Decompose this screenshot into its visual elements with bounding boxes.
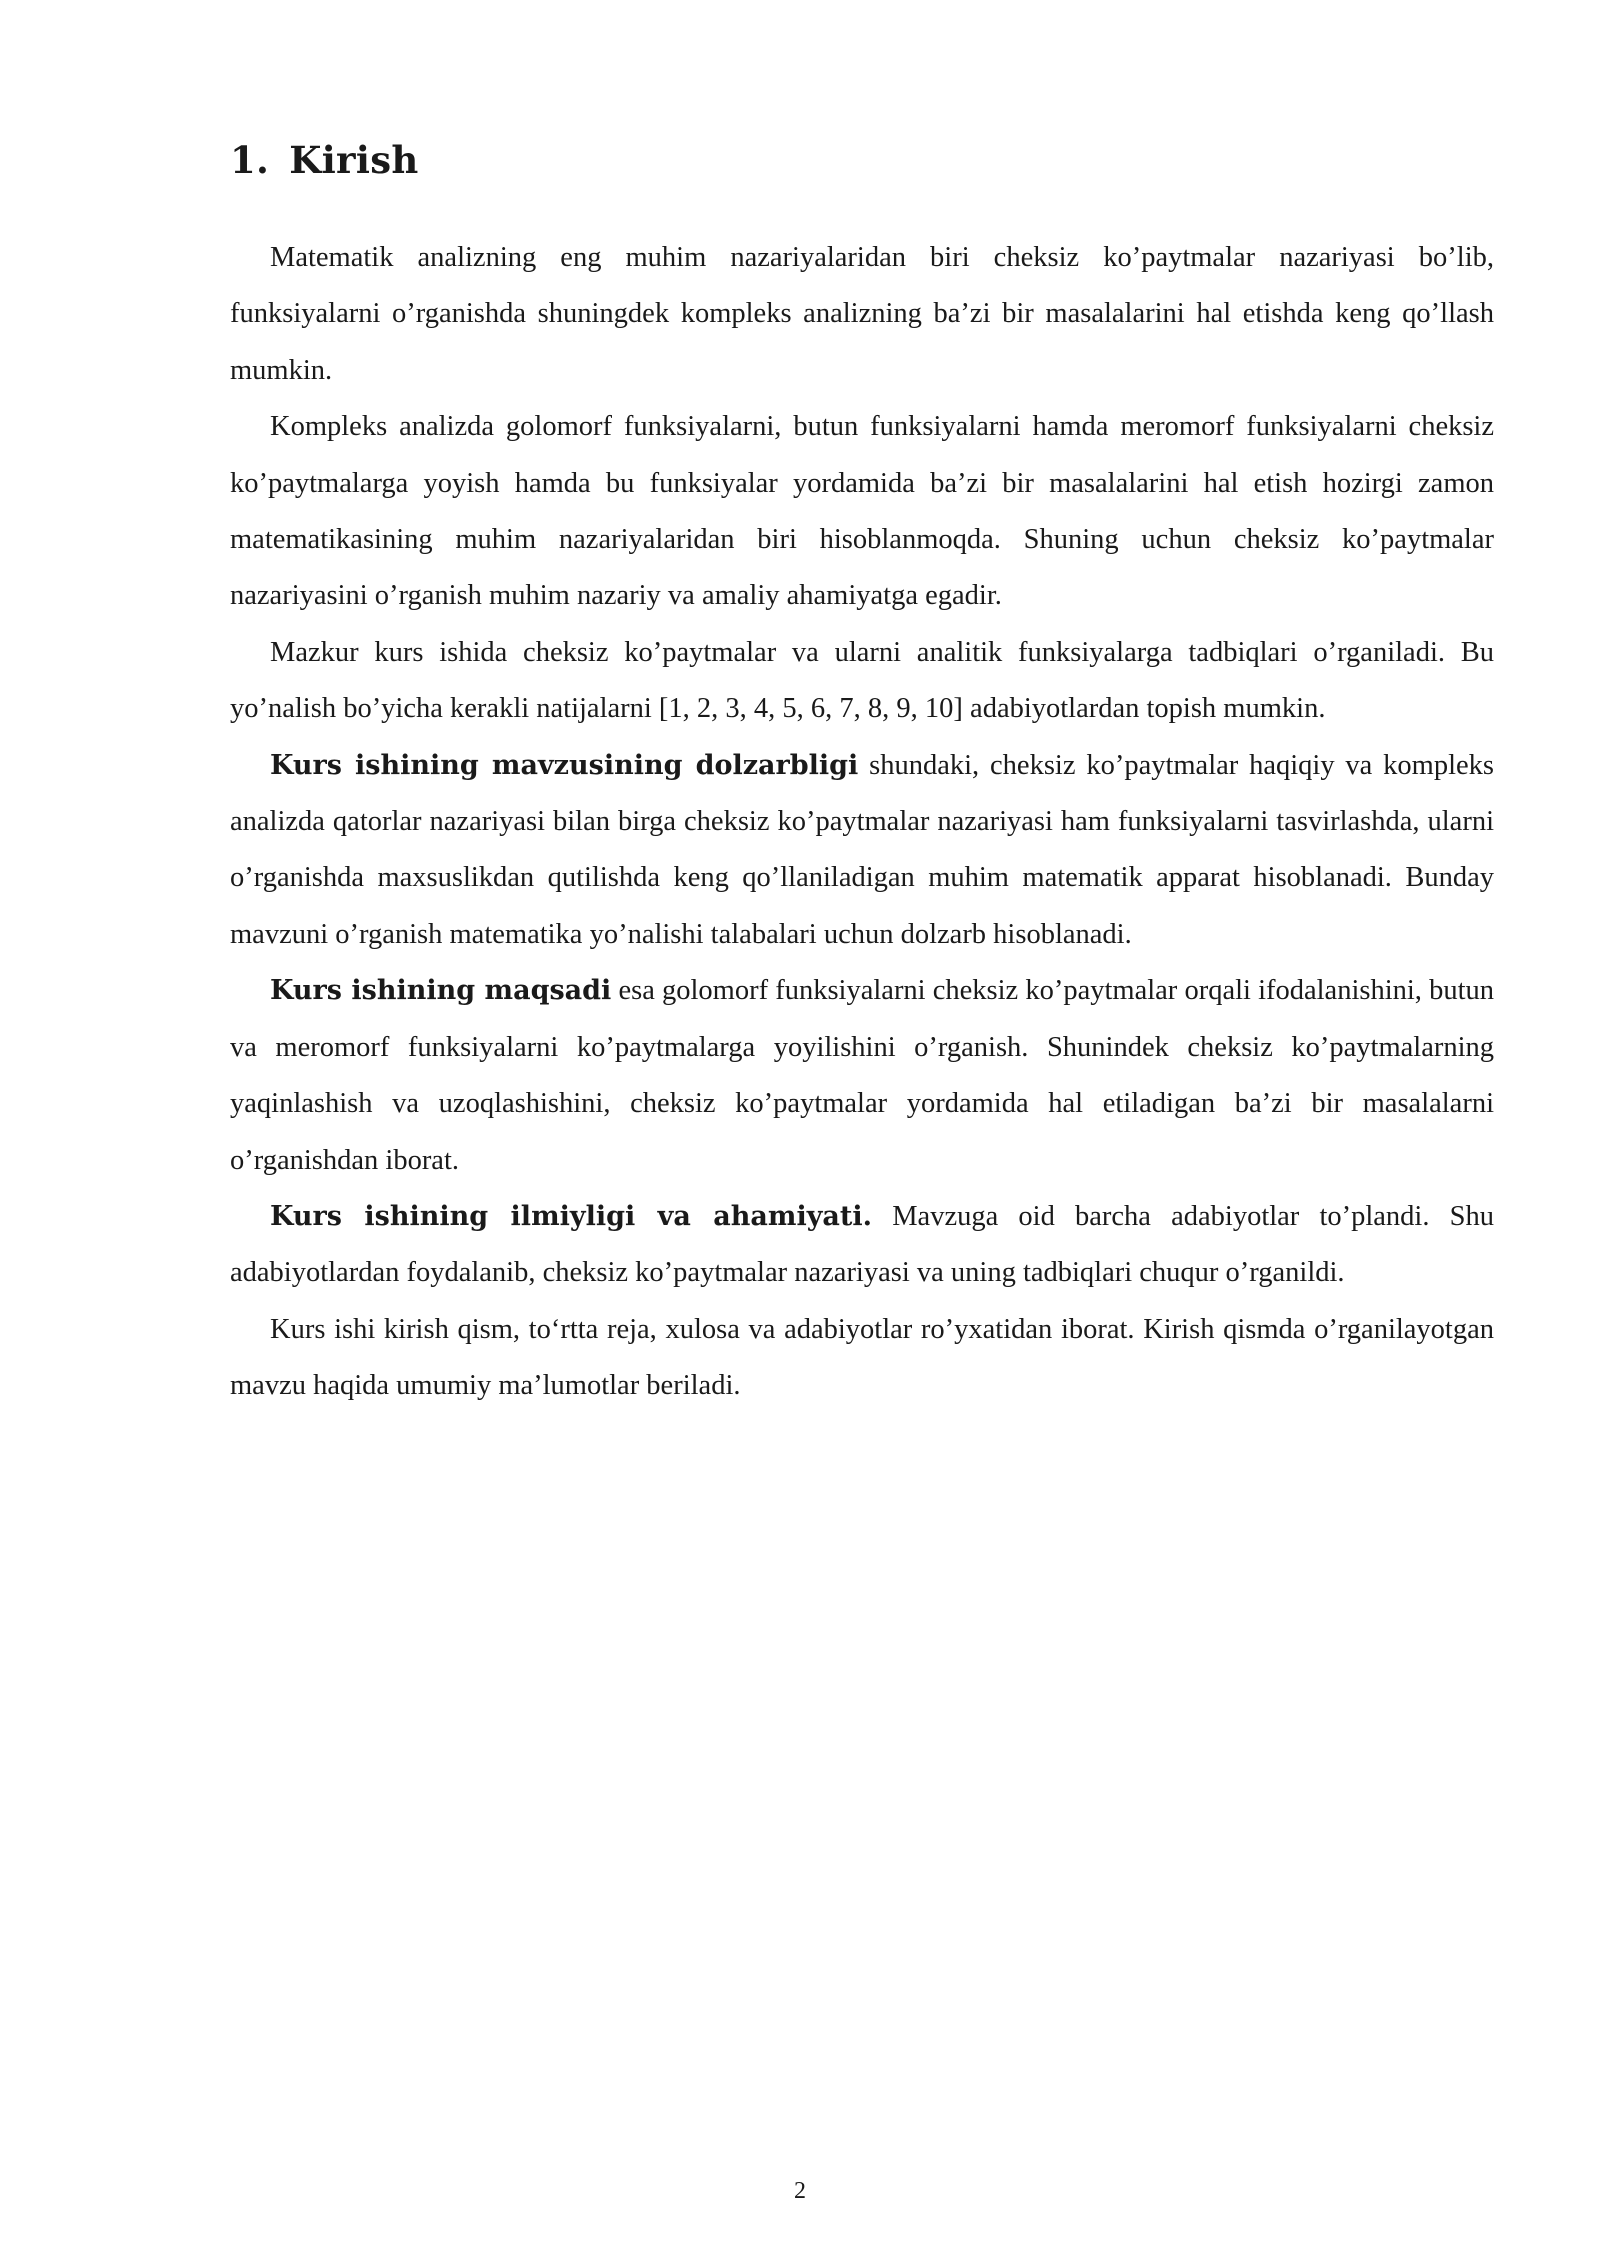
paragraph-text: Kurs ishi kirish qism, to‘rtta reja, xulosa va adabiyotlar ro’yxatidan iborat. Kirish qismda o’rganilayotgan mavzu haqida umumiy ma’lumotlar beriladi. [230, 1313, 1494, 1402]
paragraph-relevance [230, 738, 1494, 964]
paragraph-intro [230, 230, 1494, 399]
paragraph-course-work [230, 625, 1494, 738]
paragraph-lead-bold: Kurs ishining ilmiyligi va ahamiyati. [270, 1200, 873, 1232]
paragraph-text: Kompleks analizda golomorf funksiyalarni, butun funksiyalarni hamda meromorf funksiyalarni cheksiz ko’paytmalarga yoyish hamda bu funksiyalar yordamida ba’zi bir masalalarini hal etish hozirgi zamon matematikasining muhim nazariyalaridan biri hisoblanmoqda. Shuning uchun cheksiz ko’paytmalar nazariyasini o’rganish muhim nazariy va amaliy ahamiyatga egadir. [230, 411, 1494, 612]
section-title: Kirish [289, 138, 419, 182]
paragraph-text: Mavzuga oid barcha adabiyotlar to’plandi. Shu adabiyotlardan foydalanib, cheksiz ko’paytmalar nazariyasi va uning tadbiqlari chuqur o’rganildi. [230, 1200, 1494, 1289]
paragraph-complex-analysis [230, 399, 1494, 625]
paragraph-goal [230, 963, 1494, 1189]
section-number: 1. [230, 138, 270, 182]
paragraph-text: Matematik analizning eng muhim nazariyalaridan biri cheksiz ko’paytmalar nazariyasi bo’lib, funksiyalarni o’rganishda shuningdek kompleks analizning ba’zi bir masalalarini hal etishda keng qo’llash mumkin. [230, 242, 1494, 386]
paragraph-structure [230, 1302, 1494, 1415]
paragraph-text: esa golomorf funksiyalarni cheksiz ko’paytmalar orqali ifodalanishini, butun va meromorf funksiyalarni ko’paytmalarga yoyilishini o’rganish. Shunindek cheksiz ko’paytmalarning yaqinlashish va uzoqlashishini, cheksiz ko’paytmalar yordamida hal etiladigan ba’zi bir masalalarni o’rganishdan iborat. [230, 975, 1494, 1176]
paragraph-significance [230, 1189, 1494, 1302]
body-text [230, 230, 1494, 1415]
section-heading [230, 138, 419, 182]
paragraph-text: shundaki, cheksiz ko’paytmalar haqiqiy va kompleks analizda qatorlar nazariyasi bilan birga cheksiz ko’paytmalar nazariyasi ham funksiyalarni tasvirlashda, ularni o’rganishda maxsuslikdan qutilishda keng qo’llaniladigan muhim matematik apparat hisoblanadi. Bunday mavzuni o’rganish matematika yo’nalishi talabalari uchun dolzarb hisoblanadi. [230, 749, 1494, 950]
paragraph-lead-bold: Kurs ishining mavzusining dolzarbligi [270, 749, 859, 781]
page-number: 2 [794, 2178, 806, 2204]
paragraph-lead-bold: Kurs ishining maqsadi [270, 975, 612, 1007]
paragraph-text: Mazkur kurs ishida cheksiz ko’paytmalar va ularni analitik funksiyalarga tadbiqlari o’rganiladi. Bu yo’nalish bo’yicha kerakli natijalarni [1, 2, 3, 4, 5, 6, 7, 8, 9, 10] adabiyotlardan topish mumkin. [230, 636, 1494, 725]
